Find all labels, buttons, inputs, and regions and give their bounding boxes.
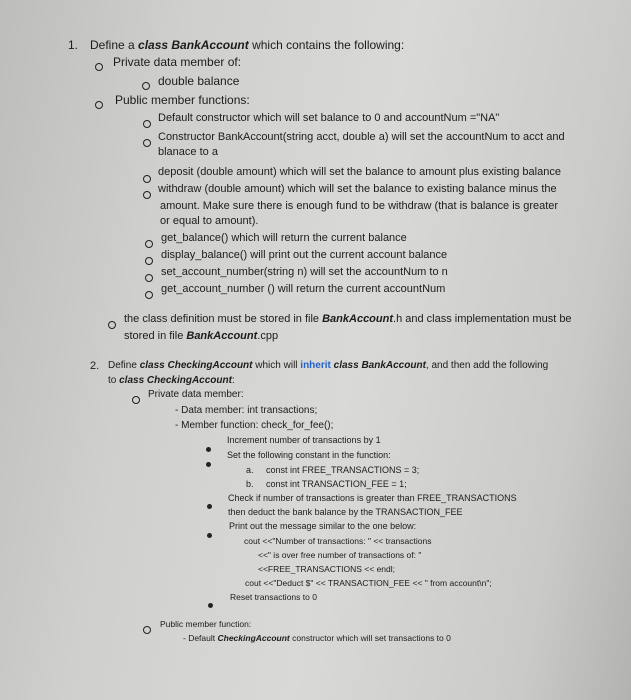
q2-check-line2: then deduct the bank balance by the TRANSACTION_FEE (228, 507, 463, 517)
q2-private-label: Private data member: (148, 389, 244, 400)
circle-bullet-icon (145, 236, 153, 252)
q2-code-line: cout <<"Deduct $" << TRANSACTION_FEE << " from account\n"; (245, 578, 492, 588)
circle-bullet-icon (95, 97, 103, 113)
q2-data-member: - Data member: int transactions; (175, 405, 318, 416)
q2-const-a-text: const int FREE_TRANSACTIONS = 3; (266, 465, 420, 475)
circle-bullet-icon (132, 392, 140, 408)
q2-code-line: cout <<"Number of transactions: " << transactions (244, 536, 432, 546)
q2-title-line2-class: class CheckingAccount (119, 375, 232, 386)
q1-public-label: Public member functions: (115, 93, 250, 107)
q2-title-line2 (108, 376, 235, 386)
q1-public-item: set_account_number(string n) will set the accountNum to n (161, 266, 448, 278)
circle-bullet-icon (143, 116, 151, 132)
disc-bullet-icon (207, 526, 212, 542)
q2-title-base-class: class BankAccount (333, 360, 426, 371)
q1-public-item: Default constructor which will set balance to 0 and accountNum ="NA" (158, 112, 500, 124)
q2-title-inherit: inherit (300, 360, 331, 371)
q2-code-line: <<FREE_TRANSACTIONS << endl; (258, 564, 395, 574)
q1-public-item: deposit (double amount) which will set the balance to amount plus existing balance (158, 166, 561, 178)
q1-public-item: withdraw (double amount) which will set the balance to existing balance minus the (158, 183, 557, 195)
q2-code-line: <<" is over free number of transactions of: " (258, 550, 422, 560)
q1-title (90, 39, 404, 51)
circle-bullet-icon (143, 622, 151, 638)
q1-title-class: class BankAccount (138, 38, 249, 52)
q1-public-item: Constructor BankAccount(string acct, double a) will set the accountNum to acct and (158, 131, 565, 143)
q2-const-b-text: const int TRANSACTION_FEE = 1; (266, 479, 407, 489)
q2-public-item-class: CheckingAccount (217, 633, 290, 643)
circle-bullet-icon (95, 59, 103, 75)
q1-note-line2 (124, 331, 278, 342)
q2-title-class: class CheckingAccount (139, 360, 253, 371)
q2-reset: Reset transactions to 0 (230, 592, 317, 602)
q1-public-item: display_balance() will print out the current account balance (161, 249, 448, 261)
q1-public-item: get_account_number () will return the current accountNum (161, 283, 446, 295)
q1-note-file-h: BankAccount (322, 313, 394, 325)
disc-bullet-icon (208, 596, 213, 612)
q2-member-function: - Member function: check_for_fee(); (175, 420, 334, 431)
circle-bullet-icon (145, 253, 153, 269)
q2-public-label: Public member function: (160, 619, 252, 629)
disc-bullet-icon (206, 455, 211, 471)
q1-private-item: double balance (158, 74, 240, 88)
q2-check-line1: Check if number of transactions is greater than FREE_TRANSACTIONS (228, 493, 517, 503)
q2-const-a-label: a. (246, 465, 254, 475)
q2-public-item (183, 634, 451, 643)
disc-bullet-icon (206, 440, 211, 456)
q2-title-line2-pre: to (108, 375, 120, 386)
q2-const-b-label: b. (246, 479, 254, 489)
q1-note-pre: the class definition must be stored in file (124, 313, 323, 325)
q2-title-post: , and then add the following (425, 360, 549, 371)
q2-title-line2-post: : (231, 375, 235, 386)
q1-note-line2-pre: stored in file (124, 330, 187, 342)
q1-note-line1 (124, 314, 572, 325)
q1-title-post: which contains the following: (248, 38, 405, 52)
q1-public-item-cont: amount. Make sure there is enough fund to be withdraw (that is balance is greater (160, 200, 559, 212)
q1-note-mid: .h and class implementation must be (393, 313, 572, 325)
q2-bullet-constants: Set the following constant in the function: (227, 450, 391, 460)
circle-bullet-icon (108, 317, 116, 333)
circle-bullet-icon (145, 287, 153, 303)
q1-public-item-cont: blanace to a (158, 146, 218, 158)
q2-print-label: Print out the message similar to the one below: (229, 521, 417, 531)
q1-public-item-cont: or equal to amount). (160, 215, 259, 227)
q2-number: 2. (90, 360, 100, 372)
q1-number: 1. (68, 38, 79, 52)
q2-title-line1 (108, 361, 548, 371)
circle-bullet-icon (143, 187, 151, 203)
q1-title-pre: Define a (90, 38, 139, 52)
q1-public-item: get_balance() which will return the current balance (161, 232, 407, 244)
q2-bullet-increment: Increment number of transactions by 1 (227, 435, 381, 445)
q2-title-mid: which will (252, 360, 301, 371)
q2-title-pre: Define (108, 360, 140, 371)
circle-bullet-icon (145, 270, 153, 286)
circle-bullet-icon (143, 135, 151, 151)
q1-note-file-cpp: BankAccount (186, 330, 258, 342)
q1-note-post: .cpp (257, 330, 279, 342)
q2-public-item-pre: - Default (183, 633, 218, 643)
circle-bullet-icon (142, 78, 150, 94)
q2-public-item-post: constructor which will set transactions to 0 (289, 633, 451, 643)
disc-bullet-icon (207, 497, 212, 513)
q1-private-label: Private data member of: (113, 55, 242, 69)
circle-bullet-icon (143, 171, 151, 187)
